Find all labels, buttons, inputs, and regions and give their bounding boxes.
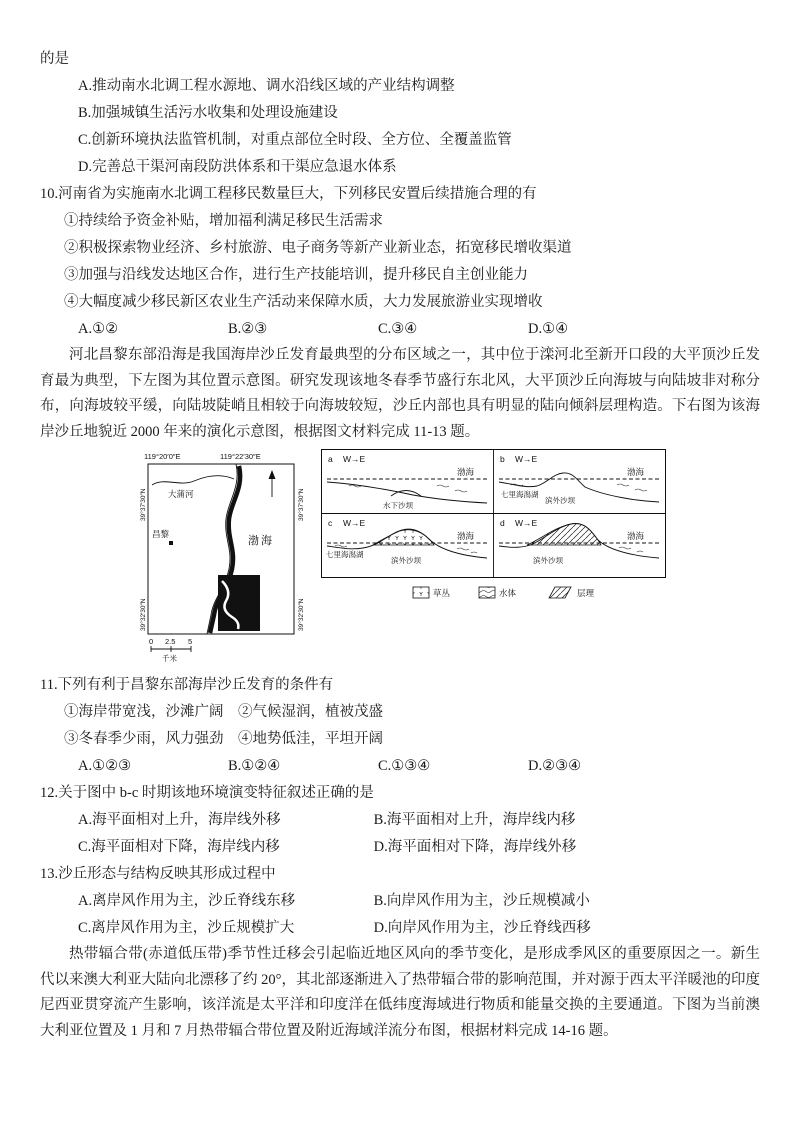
panel-c-direction: W→E [343,518,366,528]
q10-options [40,316,760,343]
panel-d [499,518,659,565]
q9-option-b: B.加强城镇生活污水收集和处理设施建设 [78,105,338,121]
panel-b-lagoon-label: 七里海潟湖 [501,490,539,499]
panel-c-sea-label: 渤海 [457,531,475,541]
water-legend-icon [479,587,495,598]
panel-b-letter: b [500,454,505,464]
q11-items-line-1: ①海岸带宽浅，沙滩广阔 ②气候湿润，植被茂盛 [64,704,383,720]
panel-a-direction: W→E [343,454,366,464]
panel-d-direction: W→E [515,518,538,528]
q9-option-a: A.推动南水北调工程水源地、调水沿线区域的产业结构调整 [78,78,455,94]
q11-option-b: B.①②④ [228,758,281,774]
grass-legend-icon [413,587,429,598]
scale-label-2-5: 2.5 [165,637,176,646]
q12-option-c: C.海平面相对下降，海岸线内移 [78,839,280,855]
panel-c-lagoon-label: 七里海潟湖 [326,550,364,559]
legend-bedding-label: 层理 [577,588,595,598]
scale-label-5: 5 [188,637,193,646]
panel-a-letter: a [328,454,333,464]
panel-a-feature-label: 水下沙坝 [383,501,413,510]
q12-option-d: D.海平面相对下降，海岸线外移 [373,839,577,855]
q11-options [40,753,760,780]
lon-label-left: 119°20′0″E [144,452,181,461]
bedding-legend-icon [549,587,571,598]
north-arrow-icon [269,470,276,497]
q12-options-row-2 [40,834,760,861]
layered-dune [527,523,601,545]
panel-d-letter: d [500,518,505,528]
q10-item-4: ④大幅度减少移民新区农业生产活动来保障水质，大力发展旅游业实现增收 [64,294,543,310]
river-label: 大蒲河 [168,489,194,499]
q10-option-d: D.①④ [528,321,569,337]
grassy-dune [373,529,434,545]
q13-options-row-1 [40,888,760,915]
q11-option-c: C.①③④ [378,758,431,774]
q13-option-b: B.向岸风作用为主，沙丘规模减小 [373,893,590,909]
legend-grass-label: 草丛 [433,588,451,598]
lat-label-top-right: 39°37′30″N [298,488,305,521]
q11-items-line-2: ③冬春季少雨，风力强劲 ④地势低洼，平坦开阔 [64,731,383,747]
panel-d-sea-label: 渤海 [627,531,645,541]
q11-stem: 11.下列有利于昌黎东部海岸沙丘发育的条件有 [40,677,334,693]
panel-c-feature-label: 滨外沙坝 [391,556,421,565]
panel-b-sea-label: 渤海 [627,467,645,477]
q10-option-c: C.③④ [378,321,418,337]
location-map [136,449,311,664]
panel-a-sea-label: 渤海 [457,467,475,477]
lat-label-top-left: 39°37′30″N [140,488,147,521]
q9-option-c: C.创新环境执法监管机制，对重点部位全时段、全方位、全覆盖监管 [78,132,512,148]
q13-options-row-2 [40,915,760,942]
scale-unit: 千米 [162,654,177,663]
panel-c [326,518,487,565]
q10-item-3: ③加强与沿线发达地区合作，进行生产技能培训，提升移民自主创业能力 [64,267,528,283]
legend-water-label: 水体 [499,588,517,598]
city-label: 昌黎 [152,529,170,539]
q10-stem: 10.河南省为实施南水北调工程移民数量巨大，下列移民安置后续措施合理的有 [40,186,537,202]
scale-bar [151,646,191,652]
q10-option-a: A.①② [78,321,119,337]
city-marker [169,541,173,545]
q12-option-a: A.海平面相对上升，海岸线外移 [78,812,281,828]
panel-b-direction: W→E [515,454,538,464]
panel-a [327,454,487,510]
lat-label-bottom-right: 39°32′30″N [298,598,305,631]
q10-item-2: ②积极探索物业经济、乡村旅游、电子商务等新产业新业态，拓宽移民增收渠道 [64,240,572,256]
q12-stem: 12.关于图中 b-c 时期该地环境演变特征叙述正确的是 [40,785,374,801]
sea-label: 渤海 [248,535,274,547]
passage-dune: 河北昌黎东部沿海是我国海岸沙丘发育最典型的分布区域之一，其中位于滦河北至新开口段的大平顶沙丘发育最为典型，下左图为其位置示意图。研究发现该地冬春季节盛行东北风，大平顶沙丘向海坡与向陆坡非对称分布，向海坡较平缓，向陆坡陡峭且相较于向海坡较短，沙丘内部也具有明显的陆向倾斜层理构造。下右图为该海岸沙丘地貌近 2000 年来的演化示意图，根据图文材料完成 11-13 题。 [40,347,760,440]
panel-b-feature-label: 滨外沙坝 [545,496,575,505]
q13-option-a: A.离岸风作用为主，沙丘脊线东移 [78,893,296,909]
river-line [152,476,234,485]
panel-c-letter: c [328,518,333,528]
q10-item-1: ①持续给予资金补贴，增加福利满足移民生活需求 [64,213,383,229]
dune-figure [136,449,760,664]
lat-label-bottom-left: 39°32′30″N [140,598,147,631]
passage-itcz: 热带辐合带(赤道低压带)季节性迁移会引起临近地区风向的季节变化，是形成季风区的重要原因之一。新生代以来澳大利亚大陆向北漂移了约 20°，其北部逐渐进入了热带辐合带的影响范围，并对源于西太平洋暖池的印度尼西亚贯穿流产生影响，该洋流是太平洋和印度洋在低纬度海域进行物质和能量交换的主要通道。下图为当前澳大利亚位置及 1 月和 7 月热带辐合带位置及附近海域洋流分布图，根据材料完成 14-16 题。 [40,946,760,1039]
panel-d-feature-label: 滨外沙坝 [533,556,563,565]
q12-options-row-1 [40,807,760,834]
q13-option-d: D.向岸风作用为主，沙丘脊线西移 [373,920,591,936]
lon-label-right: 119°22′30″E [220,452,261,461]
q9-option-d: D.完善总干渠河南段防洪体系和干渠应急退水体系 [78,159,397,175]
q11-option-a: A.①②③ [78,758,132,774]
dune-evolution-diagram [321,449,666,617]
q12-option-b: B.海平面相对上升，海岸线内移 [373,812,576,828]
diagram-legend [413,587,595,598]
q13-option-c: C.离岸风作用为主，沙丘规模扩大 [78,920,295,936]
panel-b [499,454,659,505]
water-waves [619,547,643,552]
q10-option-b: B.②③ [228,321,268,337]
scale-label-0: 0 [149,637,154,646]
q11-option-d: D.②③④ [528,758,582,774]
inset-map [218,575,260,631]
carryover-line: 的是 [40,51,69,67]
q13-stem: 13.沙丘形态与结构反映其形成过程中 [40,866,276,882]
